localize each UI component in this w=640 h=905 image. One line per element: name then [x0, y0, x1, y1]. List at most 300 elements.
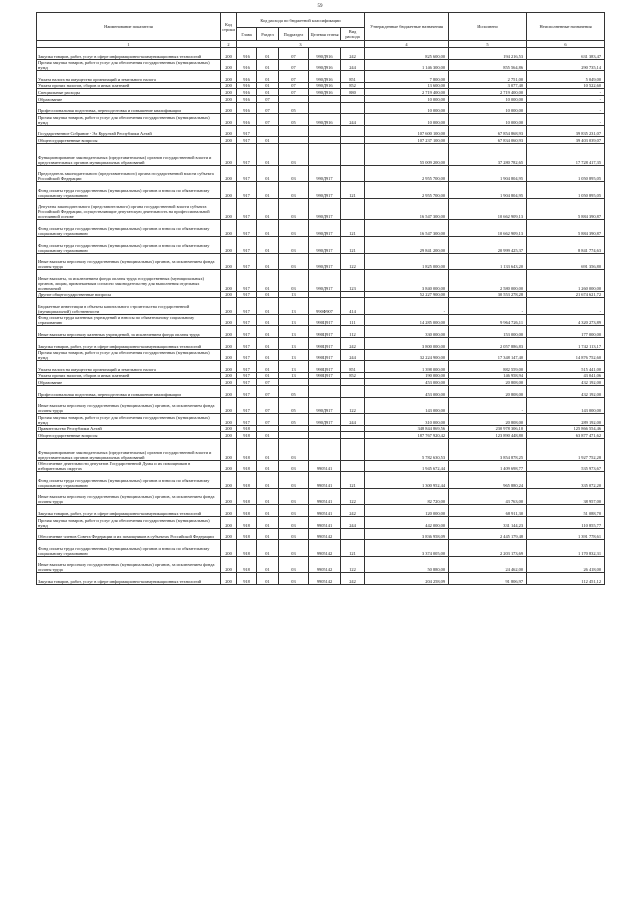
row-approved: 10 000,00: [365, 95, 449, 102]
row-line-code: 200: [221, 414, 237, 426]
row-unexecuted: 5 884 390,87: [527, 220, 605, 237]
row-executed: 67 854 868,93: [449, 125, 527, 137]
table-row: [37, 48, 605, 60]
table-row: [37, 488, 605, 505]
row-approved: 453 000,00: [365, 379, 449, 386]
header-num-4: 4: [365, 41, 449, 48]
row-podrazdel: 05: [279, 102, 309, 114]
row-podrazdel: 03: [279, 143, 309, 165]
row-executed: 2 445 179,48: [449, 528, 527, 540]
table-row: [37, 137, 605, 144]
row-expense-type: [341, 125, 365, 137]
row-target: 990Ц917: [309, 326, 341, 338]
row-executed: 146 958,94: [449, 372, 527, 379]
row-line-code: 200: [221, 556, 237, 573]
row-glava: 917: [237, 361, 257, 373]
row-podrazdel: 05: [279, 414, 309, 426]
row-line-code: 200: [221, 472, 237, 489]
row-target: 990Д916: [309, 71, 341, 83]
row-podrazdel: 05: [279, 397, 309, 414]
row-target: [309, 95, 341, 102]
header-num-2: 2: [221, 41, 237, 48]
row-target: 9905142: [309, 556, 341, 573]
row-unexecuted: 1 927 752,28: [527, 439, 605, 461]
row-line-code: 200: [221, 220, 237, 237]
row-unexecuted: 63 877 471,62: [527, 432, 605, 439]
row-executed: 2 719 400,00: [449, 89, 527, 96]
row-unexecuted: 43 041,06: [527, 372, 605, 379]
row-podrazdel: 07: [279, 59, 309, 71]
row-name: Иные выплаты персоналу государственных (муниципальных) органов, за исключением фонда оплаты труда: [37, 253, 221, 270]
row-unexecuted: -: [527, 89, 605, 96]
table-row: [37, 253, 605, 270]
row-razdel: 01: [257, 253, 279, 270]
row-glava: 916: [237, 102, 257, 114]
row-line-code: 200: [221, 432, 237, 439]
row-line-code: 200: [221, 338, 237, 350]
page-number: 59: [317, 4, 323, 9]
row-executed: 965 880,24: [449, 472, 527, 489]
row-razdel: 07: [257, 414, 279, 426]
row-approved: 187 767 920,42: [365, 432, 449, 439]
row-approved: 3 836 958,09: [365, 528, 449, 540]
row-razdel: 07: [257, 114, 279, 126]
row-unexecuted: 110 855,77: [527, 516, 605, 528]
row-podrazdel: [279, 95, 309, 102]
row-target: 990Д916: [309, 59, 341, 71]
row-name: Профессиональная подготовка, переподготовка и повышение квалификации: [37, 102, 221, 114]
row-razdel: 01: [257, 89, 279, 96]
row-line-code: 200: [221, 137, 237, 144]
row-approved: 29 841 200,00: [365, 236, 449, 253]
header-podrazdel: Подраздел: [279, 28, 309, 41]
row-expense-type: 112: [341, 326, 365, 338]
row-target: [309, 439, 341, 461]
table-row: [37, 397, 605, 414]
row-unexecuted: 38 957,00: [527, 488, 605, 505]
row-approved: 3 800 000,00: [365, 338, 449, 350]
row-name: Иные выплаты персоналу казенных учреждений, за исключением фонда оплаты труда: [37, 326, 221, 338]
table-row: [37, 182, 605, 199]
row-glava: 918: [237, 432, 257, 439]
row-podrazdel: 03: [279, 540, 309, 557]
row-glava: 918: [237, 425, 257, 432]
row-executed: 1 904 804,95: [449, 165, 527, 182]
row-target: 9905142: [309, 540, 341, 557]
header-glava: Глава: [237, 28, 257, 41]
row-unexecuted: 143 000,00: [527, 397, 605, 414]
row-razdel: 01: [257, 361, 279, 373]
row-expense-type: 852: [341, 82, 365, 89]
row-approved: 7 800,00: [365, 71, 449, 83]
row-unexecuted: 26 418,00: [527, 556, 605, 573]
row-expense-type: 851: [341, 361, 365, 373]
row-razdel: 07: [257, 102, 279, 114]
row-executed: 10 000,00: [449, 102, 527, 114]
row-podrazdel: [279, 137, 309, 144]
row-glava: 916: [237, 59, 257, 71]
row-podrazdel: 03: [279, 198, 309, 220]
row-podrazdel: 03: [279, 220, 309, 237]
row-executed: 9 964 726,11: [449, 314, 527, 326]
table-row: [37, 338, 605, 350]
row-name: Председатель законодательного (представительного) органа государственной власти субъекта Российской Федерации: [37, 165, 221, 182]
row-expense-type: 121: [341, 236, 365, 253]
row-executed: 43 763,00: [449, 488, 527, 505]
row-target: 990Д917: [309, 253, 341, 270]
header-unexecuted: Неисполненные назначения: [527, 13, 605, 41]
row-podrazdel: 03: [279, 505, 309, 517]
row-name: Фонд оплаты труда государственных (муниципальных) органов и взносы по обязательному социальному страхованию: [37, 472, 221, 489]
row-name: Прочая закупка товаров, работ и услуг для обеспечения государственных (муниципальных) нужд: [37, 414, 221, 426]
row-expense-type: [341, 460, 365, 472]
row-line-code: 200: [221, 573, 237, 585]
row-expense-type: [341, 379, 365, 386]
row-line-code: 200: [221, 182, 237, 199]
row-razdel: 01: [257, 326, 279, 338]
row-line-code: 200: [221, 253, 237, 270]
row-target: [309, 125, 341, 137]
row-podrazdel: [279, 379, 309, 386]
row-line-code: 200: [221, 516, 237, 528]
row-name: Прочая закупка товаров, работ и услуг для обеспечения государственных (муниципальных) нужд: [37, 114, 221, 126]
row-target: [309, 102, 341, 114]
row-expense-type: [341, 165, 365, 182]
row-podrazdel: [279, 425, 309, 432]
row-unexecuted: -: [527, 298, 605, 315]
row-target: 9905141: [309, 488, 341, 505]
header-num-6: 6: [527, 41, 605, 48]
row-executed: 20 999 425,37: [449, 236, 527, 253]
row-podrazdel: 07: [279, 48, 309, 60]
row-podrazdel: 07: [279, 71, 309, 83]
header-budget-class: Код расхода по бюджетной классификации: [237, 13, 365, 28]
row-target: 9905142: [309, 573, 341, 585]
row-razdel: 07: [257, 379, 279, 386]
table-row: [37, 414, 605, 426]
row-target: 990Д917: [309, 270, 341, 292]
row-expense-type: 122: [341, 397, 365, 414]
row-razdel: 01: [257, 314, 279, 326]
row-target: [309, 291, 341, 298]
row-glava: 917: [237, 137, 257, 144]
row-razdel: 01: [257, 59, 279, 71]
row-razdel: 07: [257, 386, 279, 398]
row-approved: 1 300 952,44: [365, 472, 449, 489]
row-glava: 917: [237, 165, 257, 182]
row-target: 990Д916: [309, 89, 341, 96]
table-row: [37, 460, 605, 472]
row-podrazdel: 03: [279, 516, 309, 528]
row-unexecuted: 535 973,67: [527, 460, 605, 472]
row-razdel: 01: [257, 82, 279, 89]
row-podrazdel: 13: [279, 361, 309, 373]
row-target: 9905141: [309, 505, 341, 517]
header-num-3: 3: [237, 41, 365, 48]
table-row: [37, 114, 605, 126]
row-executed: -: [449, 397, 527, 414]
row-podrazdel: 05: [279, 114, 309, 126]
row-approved: 190 000,00: [365, 372, 449, 379]
row-expense-type: 111: [341, 314, 365, 326]
row-name: Фонд оплаты труда государственных (муниципальных) органов и взносы по обязательному социальному страхованию: [37, 540, 221, 557]
row-glava: 918: [237, 540, 257, 557]
table-row: [37, 291, 605, 298]
row-podrazdel: [279, 432, 309, 439]
row-executed: 3 077,40: [449, 82, 527, 89]
row-executed: 2 057 886,83: [449, 338, 527, 350]
row-podrazdel: 13: [279, 349, 309, 361]
row-razdel: 07: [257, 95, 279, 102]
row-line-code: 200: [221, 349, 237, 361]
row-name: Фонд оплаты труда государственных (муниципальных) органов и взносы по обязательному социальному страхованию: [37, 182, 221, 199]
row-expense-type: 121: [341, 540, 365, 557]
row-name: Иные выплаты персоналу государственных (муниципальных) органов, за исключением фонда оплаты труда: [37, 556, 221, 573]
row-name: Уплата налога на имущество организаций и земельного налога: [37, 71, 221, 83]
row-target: 9905142: [309, 528, 341, 540]
row-razdel: 01: [257, 291, 279, 298]
row-line-code: 200: [221, 59, 237, 71]
row-executed: 1 409 698,77: [449, 460, 527, 472]
row-executed: 10 000,00: [449, 95, 527, 102]
row-glava: 917: [237, 349, 257, 361]
row-name: Прочая закупка товаров, работ и услуг для обеспечения государственных (муниципальных) нужд: [37, 59, 221, 71]
row-executed: 230 978 306,10: [449, 425, 527, 432]
row-unexecuted: 432 192,00: [527, 379, 605, 386]
row-unexecuted: -: [527, 102, 605, 114]
row-razdel: [257, 425, 279, 432]
row-line-code: 200: [221, 386, 237, 398]
header-executed: Исполнено: [449, 13, 527, 41]
row-glava: 917: [237, 236, 257, 253]
row-razdel: 01: [257, 472, 279, 489]
header-num-5: 5: [449, 41, 527, 48]
row-expense-type: [341, 386, 365, 398]
row-target: 990Ц917: [309, 361, 341, 373]
row-approved: 442 000,00: [365, 516, 449, 528]
row-target: 990Д917: [309, 397, 341, 414]
row-line-code: 200: [221, 236, 237, 253]
row-glava: 918: [237, 460, 257, 472]
row-glava: 918: [237, 528, 257, 540]
table-row: [37, 573, 605, 585]
row-executed: 37 280 782,65: [449, 143, 527, 165]
table-row: [37, 556, 605, 573]
row-executed: 17 348 147,40: [449, 349, 527, 361]
row-razdel: 01: [257, 556, 279, 573]
row-target: 990Ц917: [309, 372, 341, 379]
row-unexecuted: 631 383,47: [527, 48, 605, 60]
header-approved: Утвержденные бюджетные назначения: [365, 13, 449, 41]
row-razdel: 01: [257, 137, 279, 144]
row-razdel: 01: [257, 540, 279, 557]
row-executed: 1 133 643,20: [449, 253, 527, 270]
row-expense-type: [341, 439, 365, 461]
row-target: 990Д917: [309, 182, 341, 199]
table-row: [37, 516, 605, 528]
table-row: [37, 326, 605, 338]
row-name: Закупка товаров, работ, услуг в сфере информационно-коммуникационных технологий: [37, 338, 221, 350]
table-row: [37, 220, 605, 237]
row-executed: -: [449, 298, 527, 315]
row-podrazdel: 03: [279, 165, 309, 182]
row-name: Уплата прочих налогов, сборов и иных платежей: [37, 372, 221, 379]
row-target: 990Д917: [309, 165, 341, 182]
row-expense-type: [341, 528, 365, 540]
row-executed: 91 806,97: [449, 573, 527, 585]
row-target: 990Д916: [309, 114, 341, 126]
table-row: [37, 298, 605, 315]
row-approved: 1 398 000,00: [365, 361, 449, 373]
row-podrazdel: 03: [279, 182, 309, 199]
table-row: [37, 198, 605, 220]
row-executed: 2 580 000,00: [449, 270, 527, 292]
row-approved: 348 844 869,56: [365, 425, 449, 432]
row-target: [309, 425, 341, 432]
row-unexecuted: 515 441,00: [527, 361, 605, 373]
table-row: [37, 71, 605, 83]
row-approved: 310 000,00: [365, 414, 449, 426]
row-unexecuted: 10 522,60: [527, 82, 605, 89]
row-razdel: 01: [257, 48, 279, 60]
row-unexecuted: -: [527, 114, 605, 126]
row-line-code: 200: [221, 361, 237, 373]
row-approved: 1 945 672,44: [365, 460, 449, 472]
row-expense-type: 242: [341, 573, 365, 585]
row-target: [309, 386, 341, 398]
row-executed: 855 564,86: [449, 59, 527, 71]
row-line-code: 200: [221, 48, 237, 60]
row-razdel: 01: [257, 236, 279, 253]
row-expense-type: 880: [341, 89, 365, 96]
row-expense-type: 123: [341, 270, 365, 292]
row-approved: 82 720,00: [365, 488, 449, 505]
row-podrazdel: 03: [279, 460, 309, 472]
row-line-code: 200: [221, 379, 237, 386]
row-approved: 107 237 100,00: [365, 137, 449, 144]
table-row: [37, 270, 605, 292]
row-podrazdel: 13: [279, 338, 309, 350]
row-expense-type: [341, 425, 365, 432]
header-razdel: Раздел: [257, 28, 279, 41]
row-unexecuted: 432 192,00: [527, 386, 605, 398]
row-line-code: 200: [221, 298, 237, 315]
row-razdel: 01: [257, 220, 279, 237]
row-name: Образование: [37, 95, 221, 102]
row-expense-type: 852: [341, 372, 365, 379]
row-glava: 917: [237, 372, 257, 379]
row-executed: 10 662 909,13: [449, 220, 527, 237]
row-target: [309, 143, 341, 165]
row-podrazdel: 13: [279, 372, 309, 379]
row-line-code: 200: [221, 425, 237, 432]
row-glava: 917: [237, 125, 257, 137]
row-name: Специальные расходы: [37, 89, 221, 96]
row-line-code: 200: [221, 540, 237, 557]
row-approved: 10 000,00: [365, 114, 449, 126]
row-name: Иные выплаты персоналу государственных (муниципальных) органов, за исключением фонда оплаты труда: [37, 488, 221, 505]
row-line-code: 200: [221, 372, 237, 379]
row-glava: 918: [237, 472, 257, 489]
table-row: [37, 349, 605, 361]
row-approved: 16 547 300,00: [365, 220, 449, 237]
row-target: 990Ц917: [309, 314, 341, 326]
row-executed: 123 890 448,80: [449, 432, 527, 439]
row-unexecuted: 8 841 774,63: [527, 236, 605, 253]
row-podrazdel: 03: [279, 488, 309, 505]
row-expense-type: [341, 143, 365, 165]
row-target: 990Д917: [309, 198, 341, 220]
row-razdel: [257, 125, 279, 137]
row-name: Обеспечение членов Совета Федерации и их помощников в субъектах Российской Федерации: [37, 528, 221, 540]
table-row: [37, 386, 605, 398]
row-unexecuted: 17 728 417,35: [527, 143, 605, 165]
header-name: Наименование показателя: [37, 13, 221, 41]
row-expense-type: [341, 102, 365, 114]
row-unexecuted: 39 403 039,07: [527, 137, 605, 144]
row-name: Закупка товаров, работ, услуг в сфере информационно-коммуникационных технологий: [37, 48, 221, 60]
row-podrazdel: 13: [279, 291, 309, 298]
row-approved: 204 258,09: [365, 573, 449, 585]
row-unexecuted: 125 866 554,46: [527, 425, 605, 432]
row-name: Закупка товаров, работ, услуг в сфере информационно-коммуникационных технологий: [37, 505, 221, 517]
row-razdel: 01: [257, 165, 279, 182]
row-expense-type: 244: [341, 414, 365, 426]
row-approved: 2 955 700,00: [365, 182, 449, 199]
row-glava: 916: [237, 82, 257, 89]
row-line-code: 200: [221, 270, 237, 292]
header-num-1: 1: [37, 41, 221, 48]
row-unexecuted: 5 884 390,87: [527, 198, 605, 220]
table-row: [37, 379, 605, 386]
row-expense-type: [341, 137, 365, 144]
row-line-code: 200: [221, 102, 237, 114]
row-approved: 13 600,00: [365, 82, 449, 89]
row-approved: 120 000,00: [365, 505, 449, 517]
row-line-code: 200: [221, 397, 237, 414]
row-line-code: 200: [221, 326, 237, 338]
row-expense-type: [341, 198, 365, 220]
row-target: 990Ц917: [309, 349, 341, 361]
table-row: [37, 143, 605, 165]
row-unexecuted: 1 170 832,31: [527, 540, 605, 557]
row-name: Уплата прочих налогов, сборов и иных платежей: [37, 82, 221, 89]
row-approved: 50 880,00: [365, 556, 449, 573]
row-line-code: 200: [221, 488, 237, 505]
row-executed: 1 904 804,95: [449, 182, 527, 199]
row-expense-type: 122: [341, 488, 365, 505]
table-row: [37, 102, 605, 114]
row-approved: 5 782 630,53: [365, 439, 449, 461]
row-podrazdel: 13: [279, 298, 309, 315]
row-target: 990Ф907: [309, 298, 341, 315]
row-podrazdel: [279, 125, 309, 137]
row-name: Прочая закупка товаров, работ и услуг для обеспечения государственных (муниципальных) нужд: [37, 516, 221, 528]
row-expense-type: 242: [341, 48, 365, 60]
row-glava: 917: [237, 298, 257, 315]
row-name: Функционирование законодательных (представительных) органов государственной власти и представительных органов муниципальных образований: [37, 143, 221, 165]
table-row: [37, 540, 605, 557]
row-unexecuted: 1 260 000,00: [527, 270, 605, 292]
row-glava: 917: [237, 414, 257, 426]
row-target: 9905141: [309, 472, 341, 489]
table-row: [37, 314, 605, 326]
row-glava: 917: [237, 326, 257, 338]
row-razdel: 01: [257, 198, 279, 220]
row-expense-type: 242: [341, 505, 365, 517]
row-razdel: 07: [257, 397, 279, 414]
row-unexecuted: 335 072,20: [527, 472, 605, 489]
